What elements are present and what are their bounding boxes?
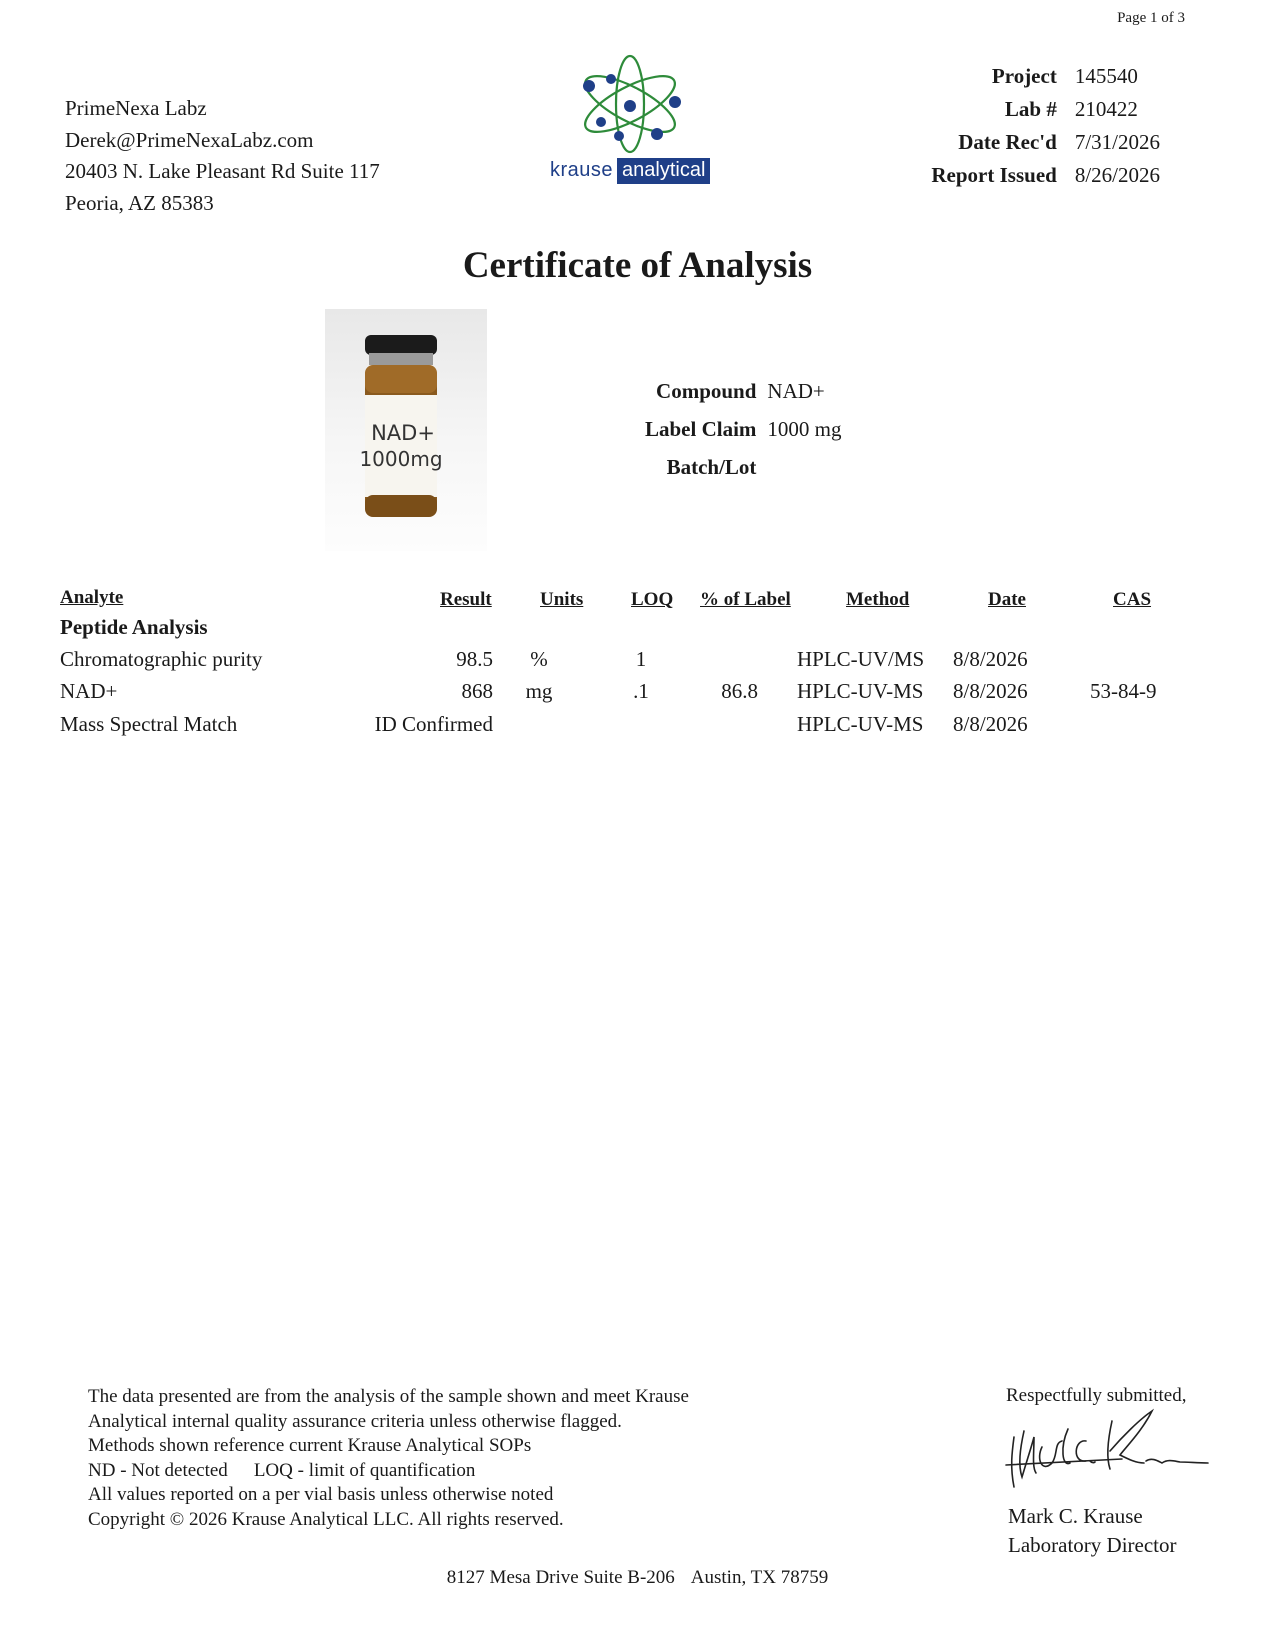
document-title: Certificate of Analysis [462,245,813,286]
footer-street: 8127 Mesa Drive Suite B-206 [446,1567,675,1588]
signatory-name: Mark C. Krause [1008,1504,1143,1528]
batch-lot-value [767,448,841,486]
row-loq: .1 [633,679,649,703]
project-info [931,60,1160,192]
batch-lot-row [645,448,842,486]
group-peptide-analysis: Peptide Analysis [60,615,208,639]
row-date: 8/8/2026 [953,679,1028,703]
row-method: HPLC-UV-MS [797,679,924,703]
date-received-value: 7/31/2026 [1074,130,1160,154]
vial-image [325,309,487,551]
project-label: Project [991,64,1057,88]
logo-word-analytical: analytical [617,158,710,184]
row-method: HPLC-UV-MS [797,712,924,736]
respectfully-submitted: Respectfully submitted, [1006,1385,1187,1406]
report-issued-row [931,159,1160,192]
header-date: Date [988,589,1026,610]
note-line: All values reported on a per vial basis unless otherwise noted [88,1484,554,1505]
header-method: Method [846,589,910,610]
note-abbreviations [88,1459,689,1484]
row-pct-label: 86.8 [721,679,758,703]
krause-analytical-logo [540,52,730,192]
client-name: PrimeNexa Labz [65,96,207,120]
handwritten-signature [1002,1407,1212,1497]
compound-value: NAD+ [767,378,825,403]
compound-label: Compound [656,378,757,403]
note-line: Analytical internal quality assurance criteria unless otherwise flagged. [88,1410,622,1432]
signatory [1008,1502,1177,1560]
vial-label-dose: 1000mg [359,447,443,471]
note-loq: LOQ - limit of quantification [253,1459,476,1481]
project-value: 145540 [1074,64,1138,88]
note-line: The data presented are from the analysis of the sample shown and meet Krause [88,1386,689,1407]
label-claim-row [645,410,842,448]
row-units: mg [525,679,553,703]
project-row [931,60,1160,93]
client-address-block [65,93,380,219]
report-issued-label: Report Issued [931,163,1057,187]
logo-wordmark [550,159,710,182]
row-method: HPLC-UV/MS [797,647,925,671]
label-claim-label: Label Claim [645,416,757,441]
lab-address-footer [0,1567,1275,1589]
row-units: % [530,647,548,671]
compound-row [645,372,842,410]
header-pct-label: % of Label [700,589,791,610]
report-notes [88,1385,689,1532]
logo-word-krause: krause [550,159,614,181]
row-loq: 1 [635,647,647,671]
page-indicator: Page 1 of 3 [1117,10,1185,26]
note-nd: ND - Not detected [88,1459,228,1481]
lab-number-row [931,93,1160,126]
row-analyte: NAD+ [60,679,118,703]
row-result: ID Confirmed [374,712,493,736]
note-line: Methods shown reference current Krause Analytical SOPs [88,1435,532,1456]
signatory-role: Laboratory Director [1008,1533,1177,1557]
date-received-row [931,126,1160,159]
header-cas: CAS [1113,589,1152,610]
compound-info [645,372,842,486]
row-date: 8/8/2026 [953,712,1028,736]
report-issued-value: 8/26/2026 [1074,163,1160,187]
header-units: Units [540,589,584,610]
header-loq: LOQ [631,589,674,610]
label-claim-value: 1000 mg [767,416,842,441]
client-email: Derek@PrimeNexaLabz.com [65,127,314,152]
batch-lot-label: Batch/Lot [666,454,757,479]
row-analyte: Mass Spectral Match [60,712,238,736]
header-analyte: Analyte [60,587,124,608]
row-date: 8/8/2026 [953,647,1028,671]
atom-icon [575,52,685,157]
sample-vial-photo [325,309,487,551]
date-received-label: Date Rec'd [958,130,1057,154]
copyright-notice: Copyright © 2026 Krause Analytical LLC. All rights reserved. [88,1508,564,1530]
header-result: Result [440,589,492,610]
lab-number-value: 210422 [1074,97,1138,121]
row-analyte: Chromatographic purity [60,647,263,671]
row-cas: 53-84-9 [1090,679,1157,703]
vial-label-name: NAD+ [371,421,435,445]
client-city: Peoria, AZ 85383 [65,190,214,215]
row-result: 868 [461,679,493,703]
row-result: 98.5 [456,647,493,671]
footer-city: Austin, TX 78759 [690,1567,829,1588]
client-street: 20403 N. Lake Pleasant Rd Suite 117 [65,159,380,183]
lab-number-label: Lab # [1004,97,1057,121]
